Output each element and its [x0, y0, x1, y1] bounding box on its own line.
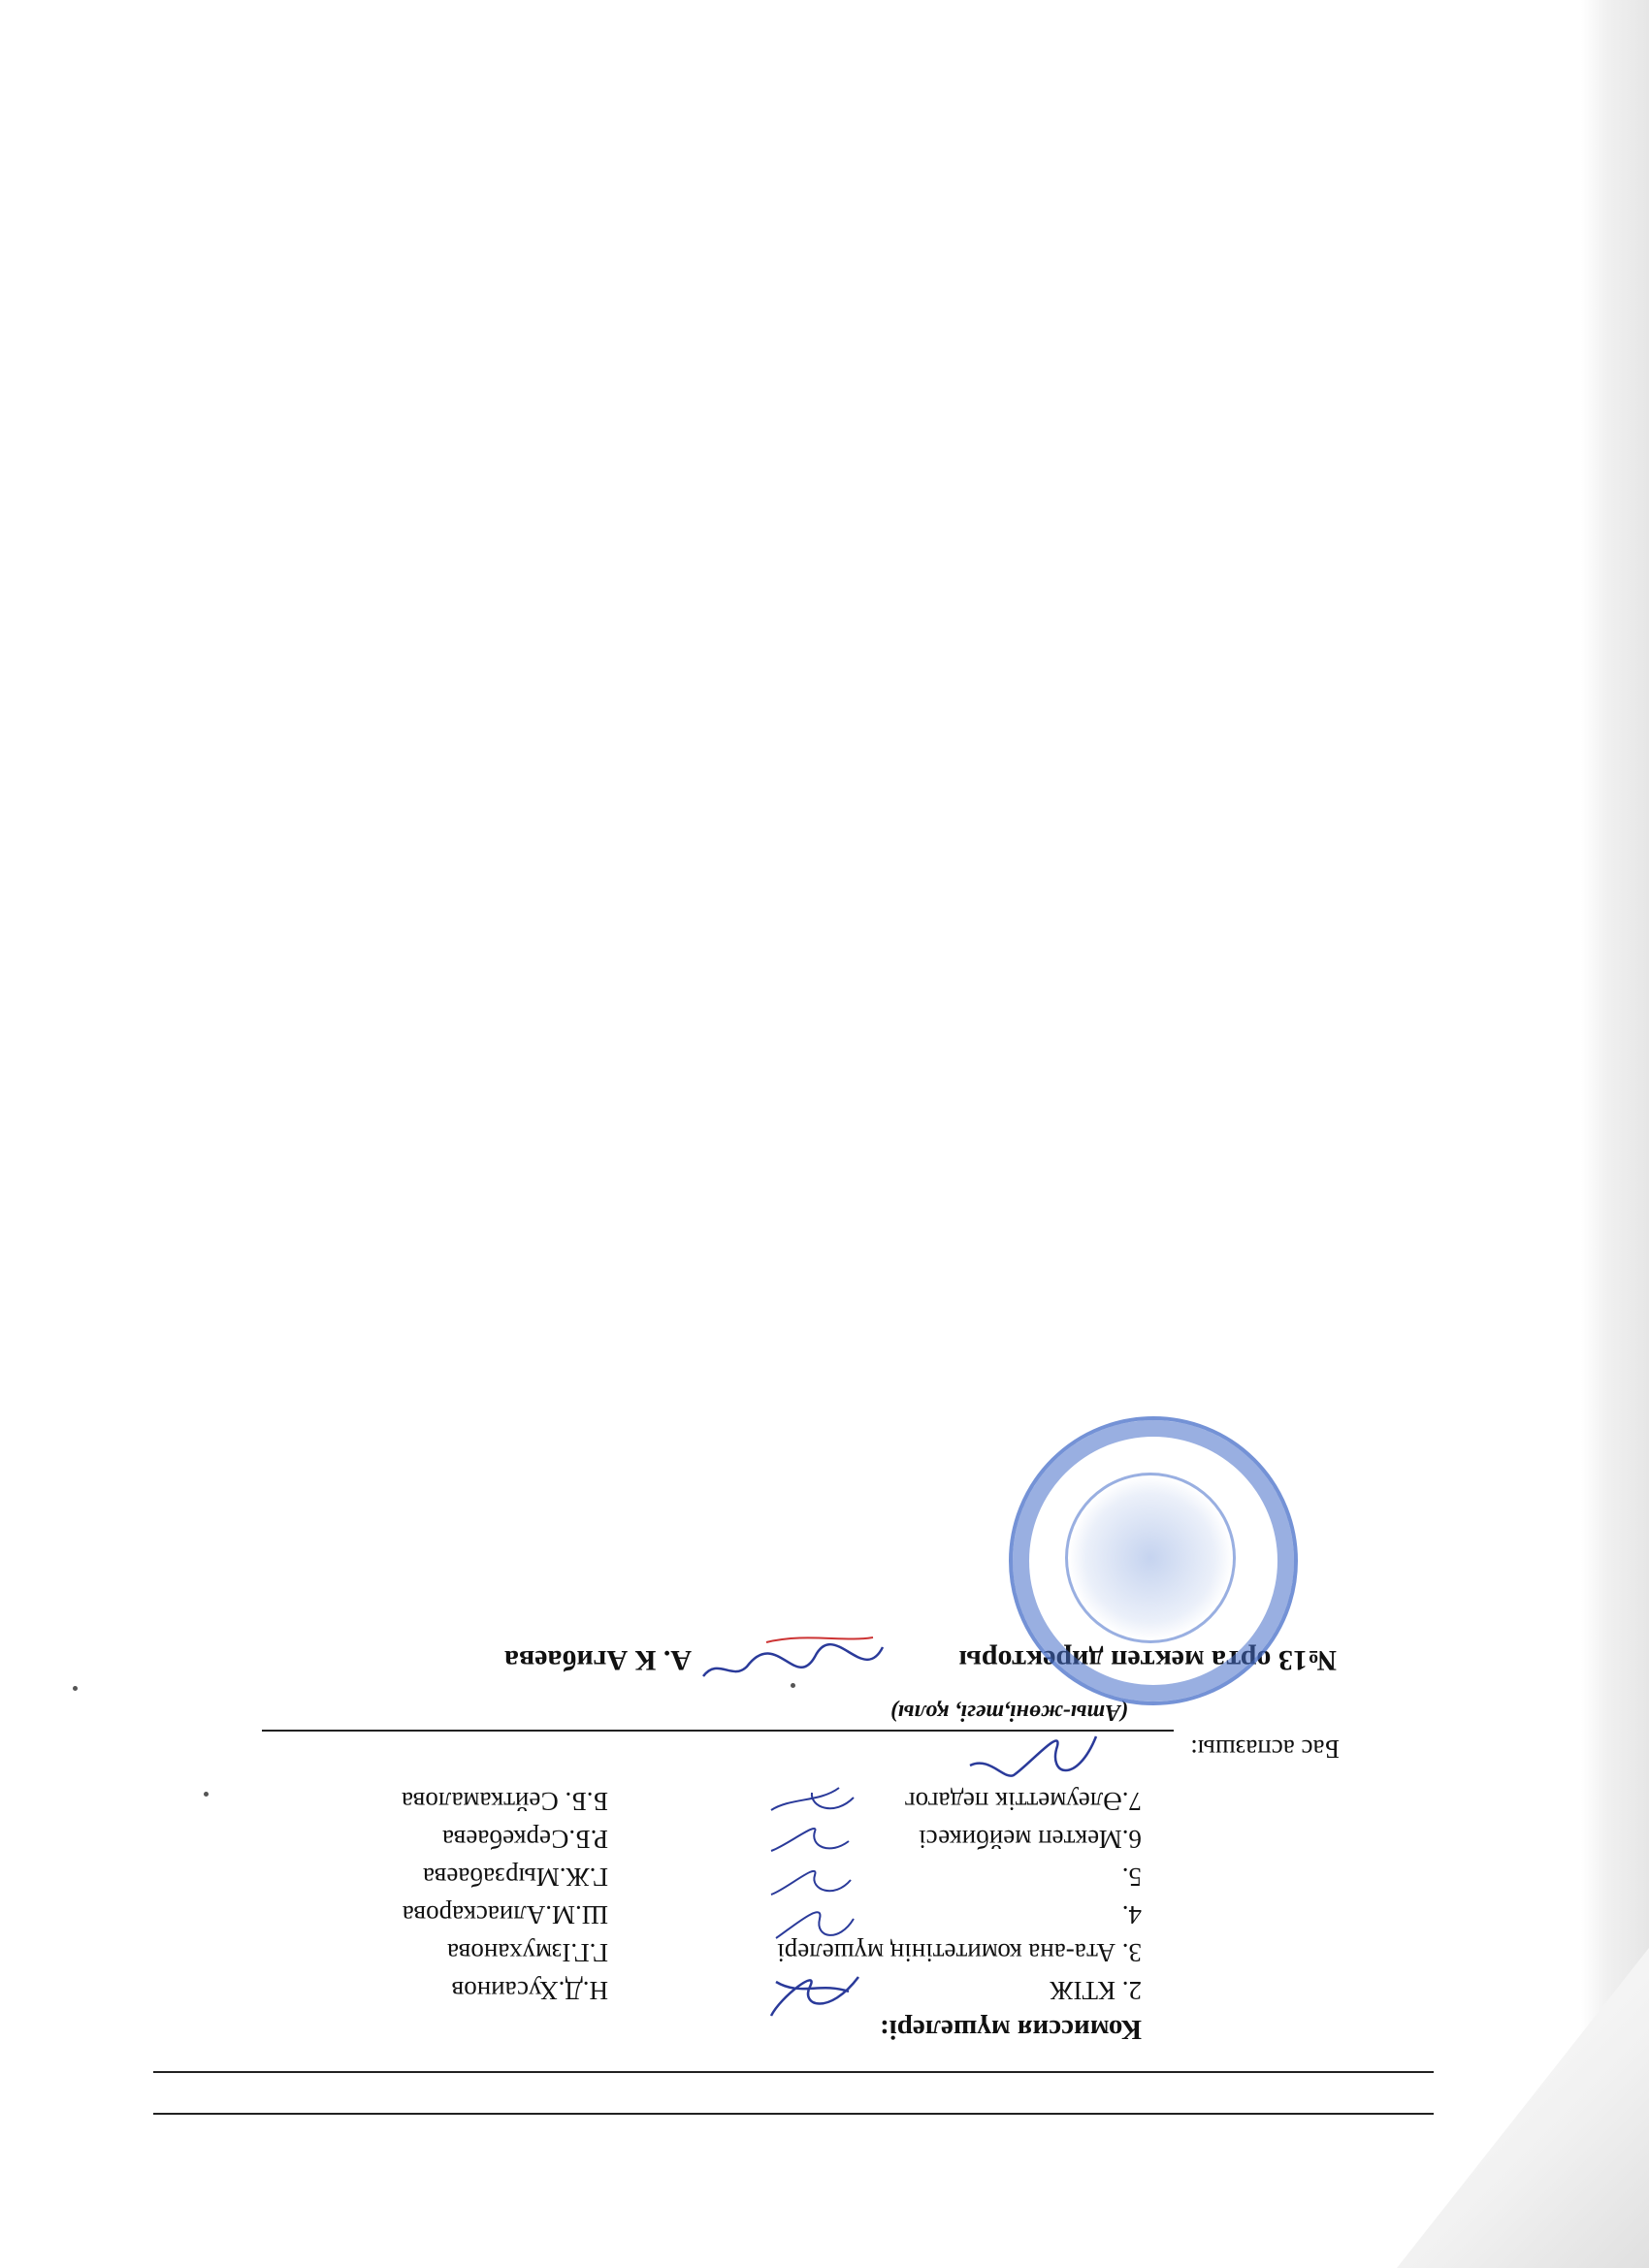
director-name: А. К Агибаева: [503, 1644, 692, 1676]
assistant-label: Бас аспазшы:: [1190, 1734, 1340, 1764]
commission-header: Комиссия мүшелері:: [880, 2014, 1142, 2045]
member-name-1: Н.Д.Хусаинов: [451, 1976, 608, 2005]
member-role-5: 6.Мектеп мейбикесі: [919, 1825, 1142, 1854]
member-role-1: 2. КТІЖ: [1050, 1976, 1142, 2005]
stamp-emblem: [1065, 1473, 1236, 1643]
director-signature: [698, 1604, 892, 1696]
member-name-5: Р.Б.Серкебаева: [442, 1825, 608, 1854]
scan-speck: [791, 1683, 795, 1688]
member-name-4: Г.Ж.Мырзабаева: [423, 1863, 608, 1892]
member-role-4: 5.: [1121, 1863, 1142, 1892]
top-rule-2: [153, 2071, 1434, 2073]
member-signatures: [752, 1773, 868, 2035]
scan-speck: [73, 1686, 78, 1691]
member-name-2: Г.Г.Ізмуханова: [447, 1938, 608, 1967]
top-rule-1: [153, 2113, 1434, 2115]
member-name-3: Ш.М.Алиаскарова: [402, 1900, 608, 1929]
member-role-2: 3. Ата-ана комитетінің мүшелері: [777, 1938, 1142, 1967]
director-title: №13 орта мектеп директоры: [958, 1644, 1337, 1676]
official-stamp: [1009, 1416, 1298, 1705]
member-role-6: 7.Әлеуметтік педагог: [904, 1787, 1142, 1816]
name-caption: (Аты-жөні,тегі, қолы): [889, 1700, 1128, 1725]
member-role-3: 4.: [1121, 1900, 1142, 1929]
member-name-6: Б.Б. Сейткамалова: [402, 1787, 608, 1816]
scan-speck: [204, 1792, 209, 1797]
